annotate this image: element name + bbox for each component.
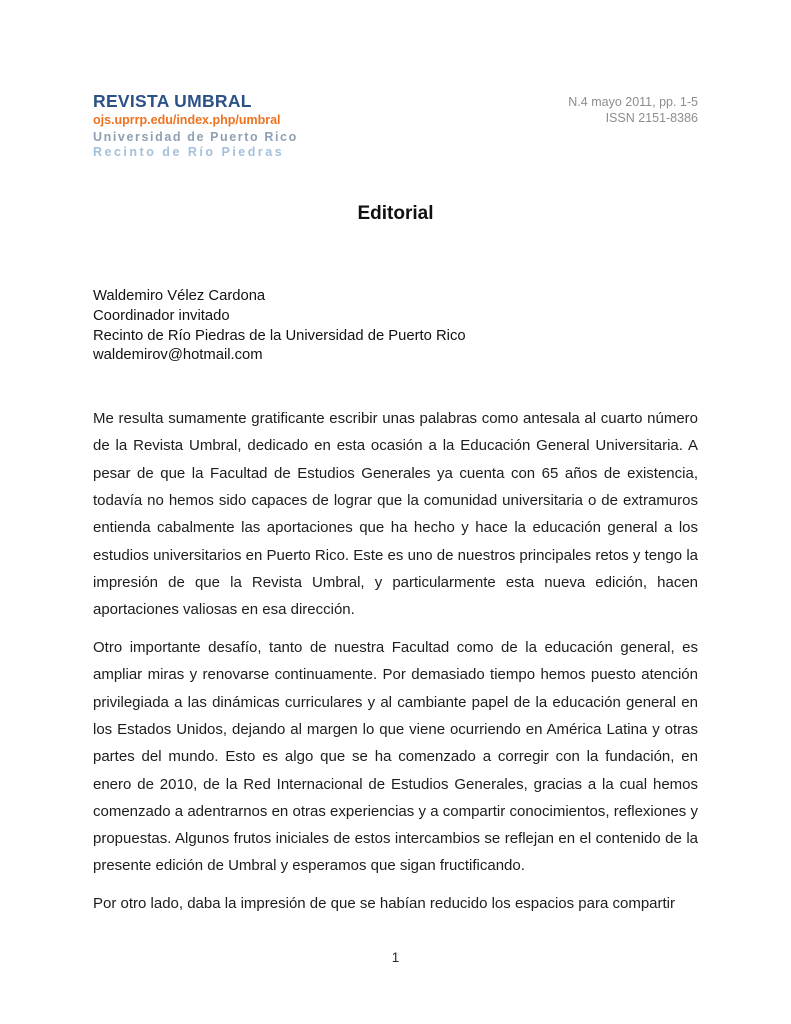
author-role: Coordinador invitado [93, 307, 230, 324]
issn: ISSN 2151-8386 [605, 110, 698, 125]
issue-meta-block [568, 91, 698, 126]
journal-title: REVISTA UMBRAL [93, 91, 252, 111]
article-title: Editorial [357, 203, 434, 224]
author-affiliation: Recinto de Río Piedras de la Universidad de Puerto Rico [93, 327, 466, 344]
journal-brand-block [93, 91, 298, 159]
body-paragraph: Me resulta sumamente gratificante escribir unas palabras como antesala al cuarto número de la Revista Umbral, dedicado en esta ocasión a la Educación General Universitaria. A pesar de que la Facultad de Estudios Generales ya cuenta con 65 años de existencia, todavía no hemos sido capaces de lograr que la comunidad universitaria o de extramuros entienda cabalmente las aportaciones que ha hecho y hace la educación general a los estudios universitarios en Puerto Rico. Este es uno de nuestros principales retos y tengo la impresión de que la Revista Umbral, y particularmente esta nueva edición, hacen aportaciones valiosas en esa dirección. [93, 410, 698, 619]
journal-campus: Recinto de Río Piedras [93, 145, 285, 159]
body-paragraph: Por otro lado, daba la impresión de que se habían reducido los espacios para compartir [93, 895, 676, 913]
page-footer [0, 949, 791, 967]
author-block [93, 287, 698, 366]
author-email-link[interactable]: waldemirov@hotmail.com [93, 347, 263, 364]
page-number: 1 [391, 950, 400, 965]
issue-info: N.4 mayo 2011, pp. 1-5 [568, 95, 698, 109]
masthead [93, 91, 698, 159]
journal-institution: Universidad de Puerto Rico [93, 130, 298, 144]
article-body [93, 405, 698, 917]
body-paragraph: Otro importante desafío, tanto de nuestra Facultad como de la educación general, es ampliar miras y renovarse continuamente. Por demasiado tiempo hemos puesto atención privilegiada a las dinámicas curriculares y al cambiante papel de la educación general en los Estados Unidos, dejando al margen lo que viene ocurriendo en América Latina y otras partes del mundo. Esto es algo que se ha comenzado a corregir con la fundación, en enero de 2010, de la Red Internacional de Estudios Generales, gracias a la cual hemos comenzado a adentrarnos en otras experiencias y a compartir conocimientos, reflexiones y propuestas. Algunos frutos iniciales de estos intercambios se reflejan en el contenido de la presente edición de Umbral y esperamos que sigan fructificando. [93, 639, 698, 875]
journal-url-link[interactable]: ojs.uprrp.edu/index.php/umbral [93, 113, 281, 127]
author-name: Waldemiro Vélez Cardona [93, 288, 266, 304]
